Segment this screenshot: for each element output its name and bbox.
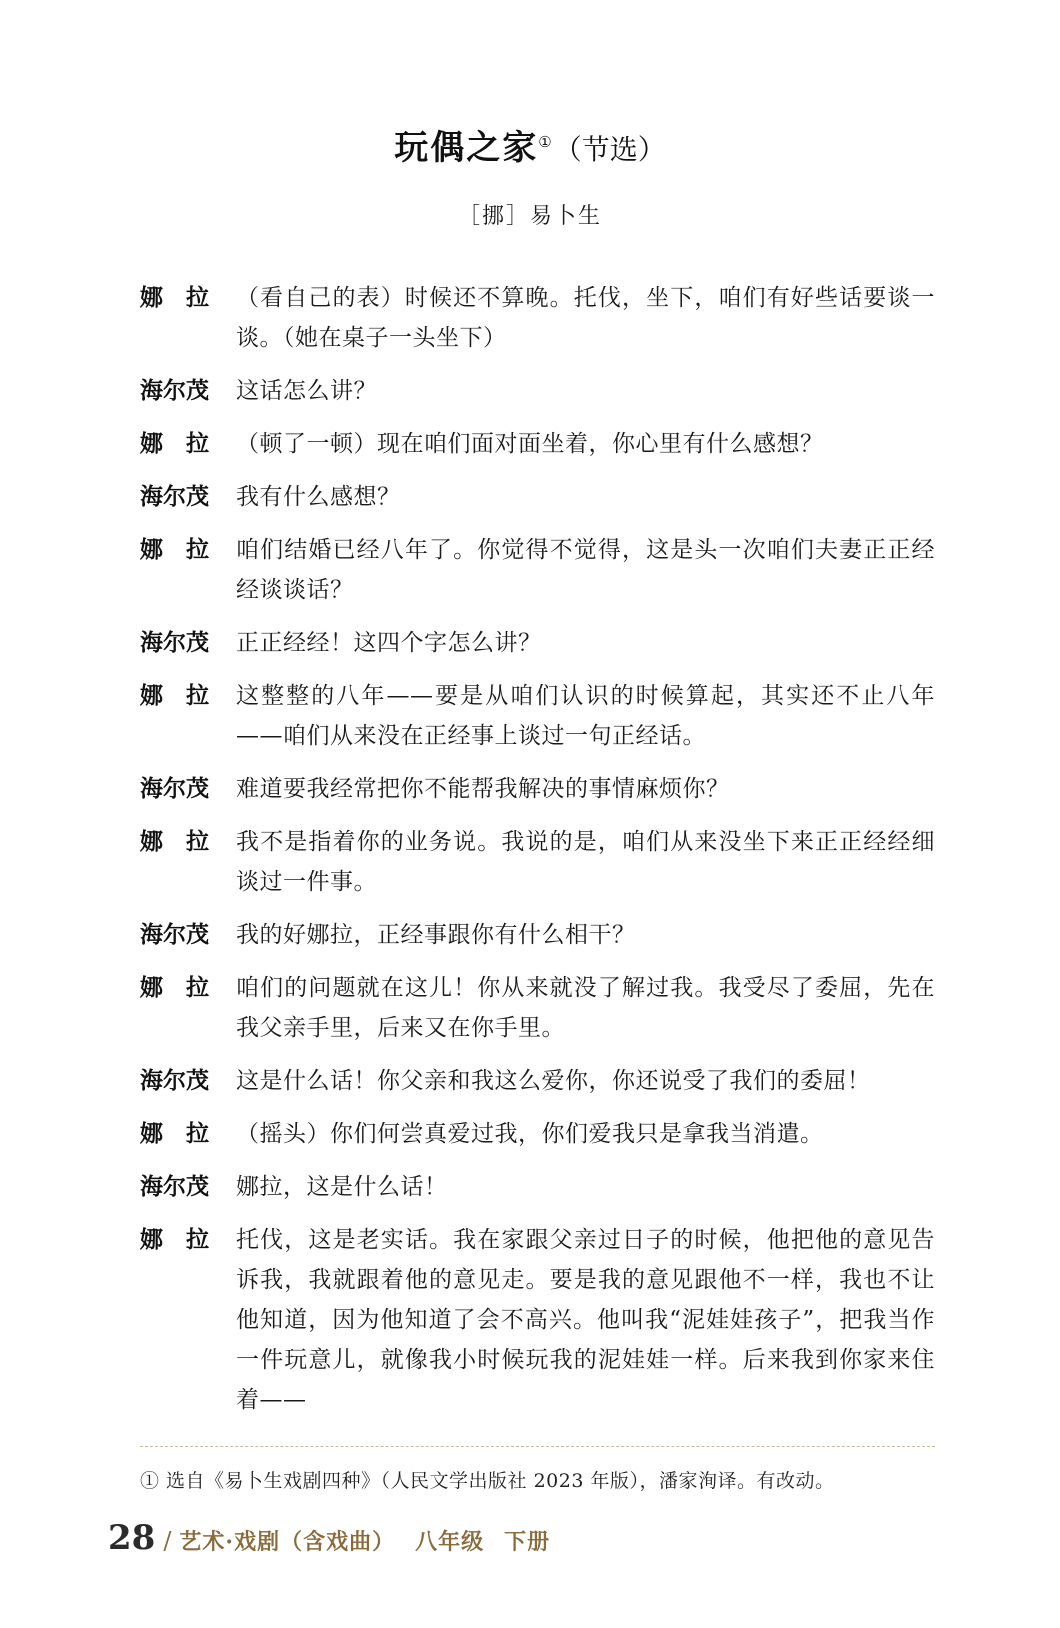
page-footer	[108, 1518, 550, 1558]
speaker-name: 海尔茂	[140, 1173, 209, 1200]
speech-text: （看自己的表）时候还不算晚。托伐，坐下，咱们有好些话要谈一谈。（她在桌子一头坐下）	[236, 285, 935, 351]
speaker-name: 娜 拉	[140, 828, 209, 855]
speech-text: 咱们的问题就在这儿！你从来就没了解过我。我受尽了委屈，先在我父亲手里，后来又在你手里。	[236, 975, 935, 1041]
footer-separator: /	[163, 1527, 172, 1555]
title-footnote-marker: ①	[538, 133, 554, 151]
footnote-divider	[140, 1446, 935, 1447]
speech-text: 正正经经！这四个字怎么讲？	[236, 630, 542, 656]
speech-text: 这是什么话！你父亲和我这么爱你，你还说受了我们的委屈！	[236, 1068, 871, 1094]
speech-text: 我的好娜拉，正经事跟你有什么相干？	[236, 922, 636, 948]
speech-text: 这话怎么讲？	[236, 378, 377, 404]
page-title	[0, 120, 1060, 169]
dialogue-line	[140, 623, 935, 663]
dialogue-line	[140, 1114, 935, 1154]
speech-text: 难道要我经常把你不能帮我解决的事情麻烦你？	[236, 776, 730, 802]
speaker-name: 海尔茂	[140, 775, 209, 802]
dialogue-line	[140, 1061, 935, 1101]
speaker-name: 娜 拉	[140, 1120, 209, 1147]
footer-volume: 下册	[504, 1529, 551, 1555]
textbook-page	[0, 120, 1060, 1628]
dialogue-line	[140, 477, 935, 517]
author-line: ［挪］易卜生	[457, 204, 602, 229]
speech-text: 这整整的八年——要是从咱们认识的时候算起，其实还不止八年——咱们从来没在正经事上谈过一句正经话。	[236, 683, 935, 749]
footer-book-title: 艺术·戏剧（含戏曲）	[179, 1529, 396, 1555]
dialogue-line	[140, 822, 935, 902]
dialogue-line	[140, 1167, 935, 1207]
speaker-name: 海尔茂	[140, 1067, 209, 1094]
speech-text: 我有什么感想？	[236, 484, 401, 510]
speaker-name: 娜 拉	[140, 430, 209, 457]
page-number: 28	[108, 1518, 156, 1558]
dialogue-line	[140, 530, 935, 610]
speech-text: 娜拉，这是什么话！	[236, 1174, 448, 1200]
speaker-name: 娜 拉	[140, 1226, 209, 1253]
dialogue-line	[140, 424, 935, 464]
footnote-text: ① 选自《易卜生戏剧四种》（人民文学出版社 2023 年版），潘家洵译。有改动。	[140, 1470, 835, 1492]
speaker-name: 海尔茂	[140, 629, 209, 656]
speaker-name: 娜 拉	[140, 974, 209, 1001]
speech-text: 咱们结婚已经八年了。你觉得不觉得，这是头一次咱们夫妻正正经经谈谈话？	[236, 537, 935, 603]
speaker-name: 海尔茂	[140, 921, 209, 948]
speech-text: （摇头）你们何尝真爱过我，你们爱我只是拿我当消遣。	[236, 1121, 824, 1147]
title-main-text: 玩偶之家	[394, 128, 539, 168]
dialogue-line	[140, 676, 935, 756]
speaker-name: 娜 拉	[140, 536, 209, 563]
speaker-name: 海尔茂	[140, 483, 209, 510]
footer-grade: 八年级	[415, 1529, 485, 1555]
dialogue-line	[140, 371, 935, 411]
speech-text: （顿了一顿）现在咱们面对面坐着，你心里有什么感想？	[236, 431, 824, 457]
speech-text: 托伐，这是老实话。我在家跟父亲过日子的时候，他把他的意见告诉我，我就跟着他的意见走。要是我的意见跟他不一样，我也不让他知道，因为他知道了会不高兴。他叫我“泥娃娃孩子”，把我当作一件玩意儿，就像我小时候玩我的泥娃娃一样。后来我到你家来住着——	[236, 1227, 935, 1413]
dialogue-line	[140, 278, 935, 358]
speaker-name: 娜 拉	[140, 682, 209, 709]
dialogue-line	[140, 1220, 935, 1420]
title-sub-text: （节选）	[553, 133, 666, 166]
dialogue-list	[140, 278, 935, 1420]
dialogue-line	[140, 769, 935, 809]
dialogue-line	[140, 968, 935, 1048]
speech-text: 我不是指着你的业务说。我说的是，咱们从来没坐下来正正经经细谈过一件事。	[236, 829, 935, 895]
speaker-name: 娜 拉	[140, 284, 209, 311]
speaker-name: 海尔茂	[140, 377, 209, 404]
dialogue-line	[140, 915, 935, 955]
